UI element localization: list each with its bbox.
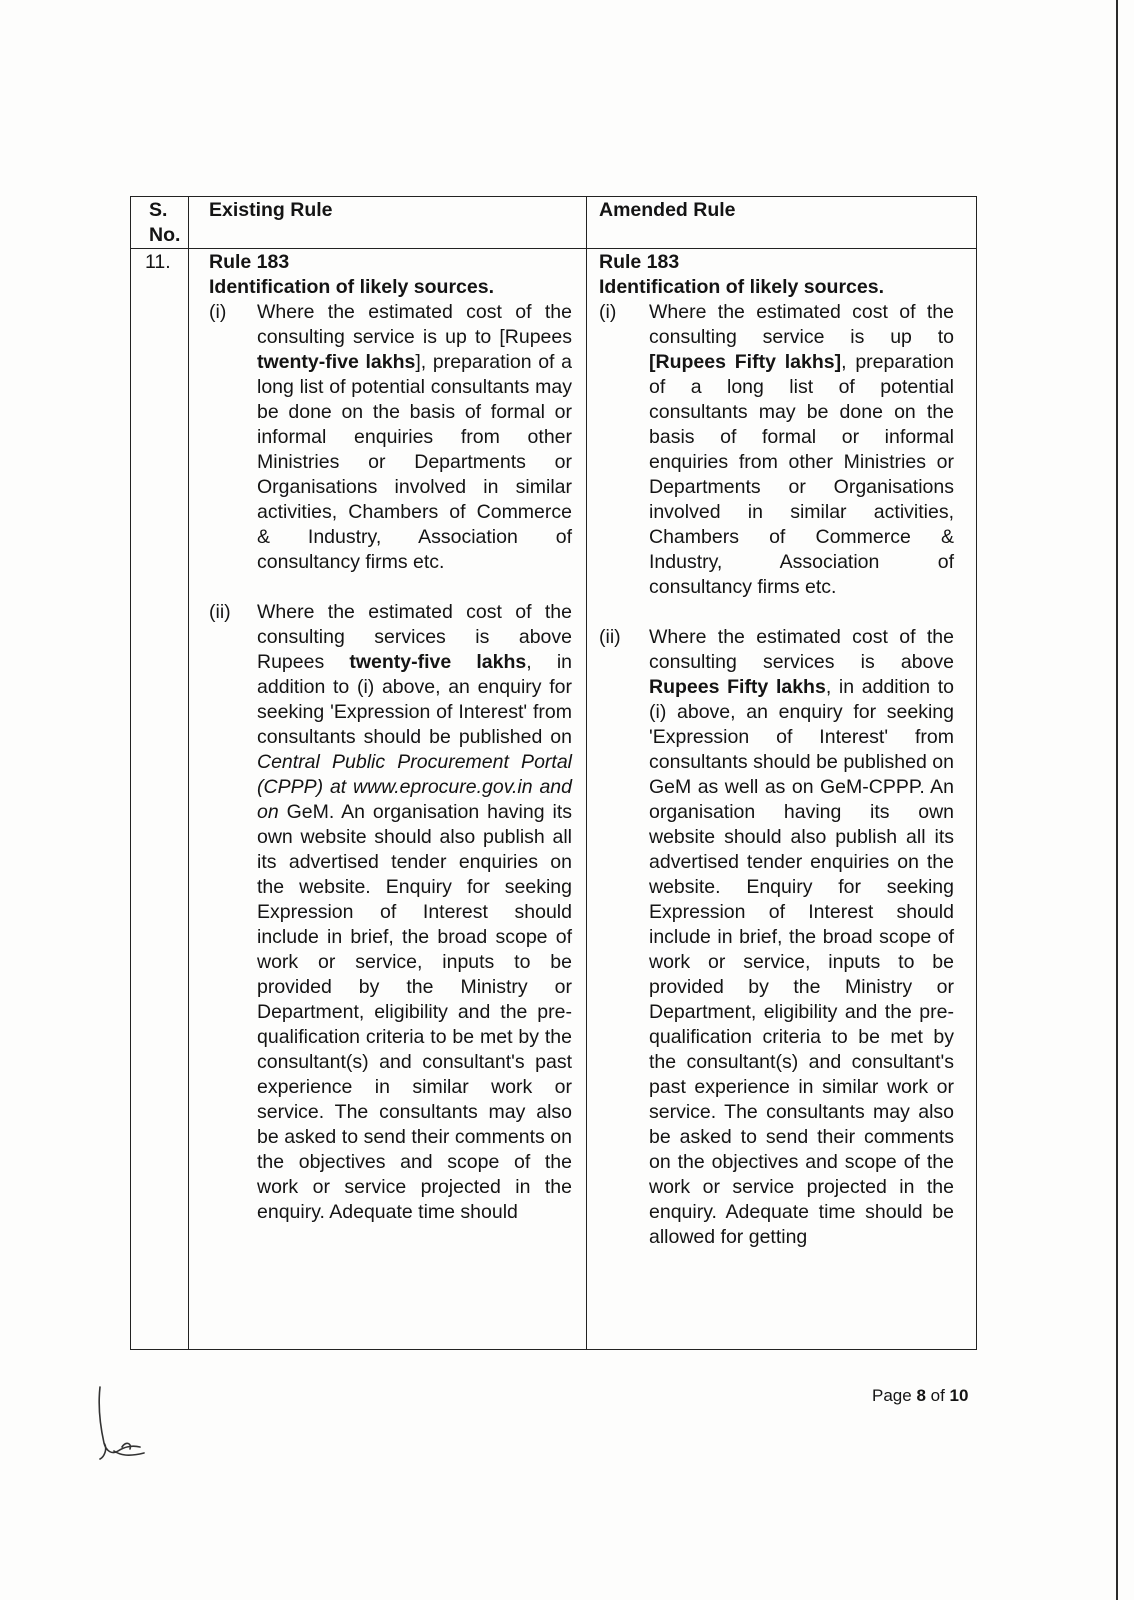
clause-number: (i) bbox=[209, 301, 227, 323]
amended-clause-ii bbox=[599, 625, 954, 1250]
clause-text bbox=[257, 300, 572, 575]
amended-clause-i bbox=[599, 300, 954, 600]
existing-rule-number: Rule 183 bbox=[209, 251, 290, 273]
table-header-row bbox=[131, 197, 977, 249]
clause-text-part: Where the estimated cost of the consulting service is up to [Rupees bbox=[257, 301, 572, 348]
page-total: 10 bbox=[949, 1386, 969, 1405]
clause-text bbox=[649, 300, 954, 600]
signature-initials bbox=[92, 1385, 148, 1465]
page-edge-line bbox=[1116, 0, 1118, 1600]
clause-amount-bold: [Rupees Fifty lakhs] bbox=[649, 351, 842, 373]
header-amended-cell bbox=[587, 197, 977, 249]
clause-text-part: Where the estimated cost of the consulting services is above bbox=[649, 626, 954, 673]
clause-amount-bold: twenty-five lakhs bbox=[257, 351, 416, 373]
row-sno: 11. bbox=[145, 251, 171, 273]
page-current: 8 bbox=[916, 1386, 926, 1405]
clause-text-part: ], preparation of a long list of potential consultants may be done on the basis of formal or informal enquiries from other Ministries or Departments or Organisations involved in similar activities, Chambers of Commerce & Industry, Association of consultancy firms etc. bbox=[257, 351, 572, 573]
clause-text-part: , in addition to (i) above, an enquiry for seeking 'Expression of Interest' from consultants should be published on bbox=[257, 651, 572, 748]
clause-number: (ii) bbox=[599, 626, 621, 648]
existing-clause-ii bbox=[209, 600, 572, 1225]
clause-text-part: Where the estimated cost of the consulting service is up to bbox=[649, 301, 954, 348]
clause-number: (i) bbox=[599, 301, 617, 323]
header-sno: S. No. bbox=[149, 199, 181, 246]
row-sno-cell bbox=[131, 249, 189, 1350]
existing-clause-i bbox=[209, 300, 572, 575]
header-sno-cell bbox=[131, 197, 189, 249]
table-row bbox=[131, 249, 977, 1350]
clause-number: (ii) bbox=[209, 601, 231, 623]
header-existing-rule: Existing Rule bbox=[209, 199, 333, 221]
page-number bbox=[872, 1386, 968, 1406]
existing-rule-cell bbox=[189, 249, 587, 1350]
clause-text-part: Where the estimated cost of the consulting services is above Rupees bbox=[257, 601, 572, 673]
amended-rule-title: Identification of likely sources. bbox=[599, 276, 884, 298]
clause-text bbox=[257, 600, 572, 1225]
clause-text-part: , in addition to (i) above, an enquiry for seeking 'Expression of Interest' from consultants should be published on GeM as well as on GeM-CPPP. An organisation having its own website should also publish all its advertised tender enquiries on the website. Enquiry for seeking Expression of Interest should include in brief, the broad scope of work or service, inputs to be provided by the Ministry or Department, eligibility and the pre-qualification criteria to be met by the consultant(s) and consultant's past experience in similar work or service. The consultants may also be asked to send their comments on the objectives and scope of the work or service projected in the enquiry. Adequate time should be allowed for getting bbox=[649, 676, 954, 1248]
existing-rule-title: Identification of likely sources. bbox=[209, 276, 494, 298]
header-existing-cell bbox=[189, 197, 587, 249]
clause-amount-bold: twenty-five lakhs bbox=[349, 651, 527, 673]
page-of-label: of bbox=[925, 1386, 950, 1405]
clause-text-part: , preparation of a long list of potential consultants may be done on the basis of formal or informal enquiries from other Ministries or Departments or Organisations involved in similar activities, Chambers of Commerce & Industry, Association of consultancy firms etc. bbox=[649, 351, 954, 598]
amended-rule-number: Rule 183 bbox=[599, 251, 680, 273]
page-label: Page bbox=[872, 1386, 917, 1405]
amended-rule-cell bbox=[587, 249, 977, 1350]
clause-text-part: GeM. An organisation having its own website should also publish all its advertised tender enquiries on the website. Enquiry for seeking Expression of Interest should include in brief, the broad scope of work or service, inputs to be provided by the Ministry or Department, eligibility and the pre-qualification criteria to be met by the consultant(s) and consultant's past experience in similar work or service. The consultants may also be asked to send their comments on the objectives and scope of the work or service projected in the enquiry. Adequate time should bbox=[257, 801, 572, 1223]
clause-portal-italic: Central Public Procurement Portal (CPPP) at www.eprocure.gov.in and on bbox=[257, 751, 572, 823]
header-amended-rule: Amended Rule bbox=[599, 199, 736, 221]
clause-amount-bold: Rupees Fifty lakhs bbox=[649, 676, 826, 698]
clause-text bbox=[649, 625, 954, 1250]
amendment-table bbox=[130, 196, 977, 1350]
